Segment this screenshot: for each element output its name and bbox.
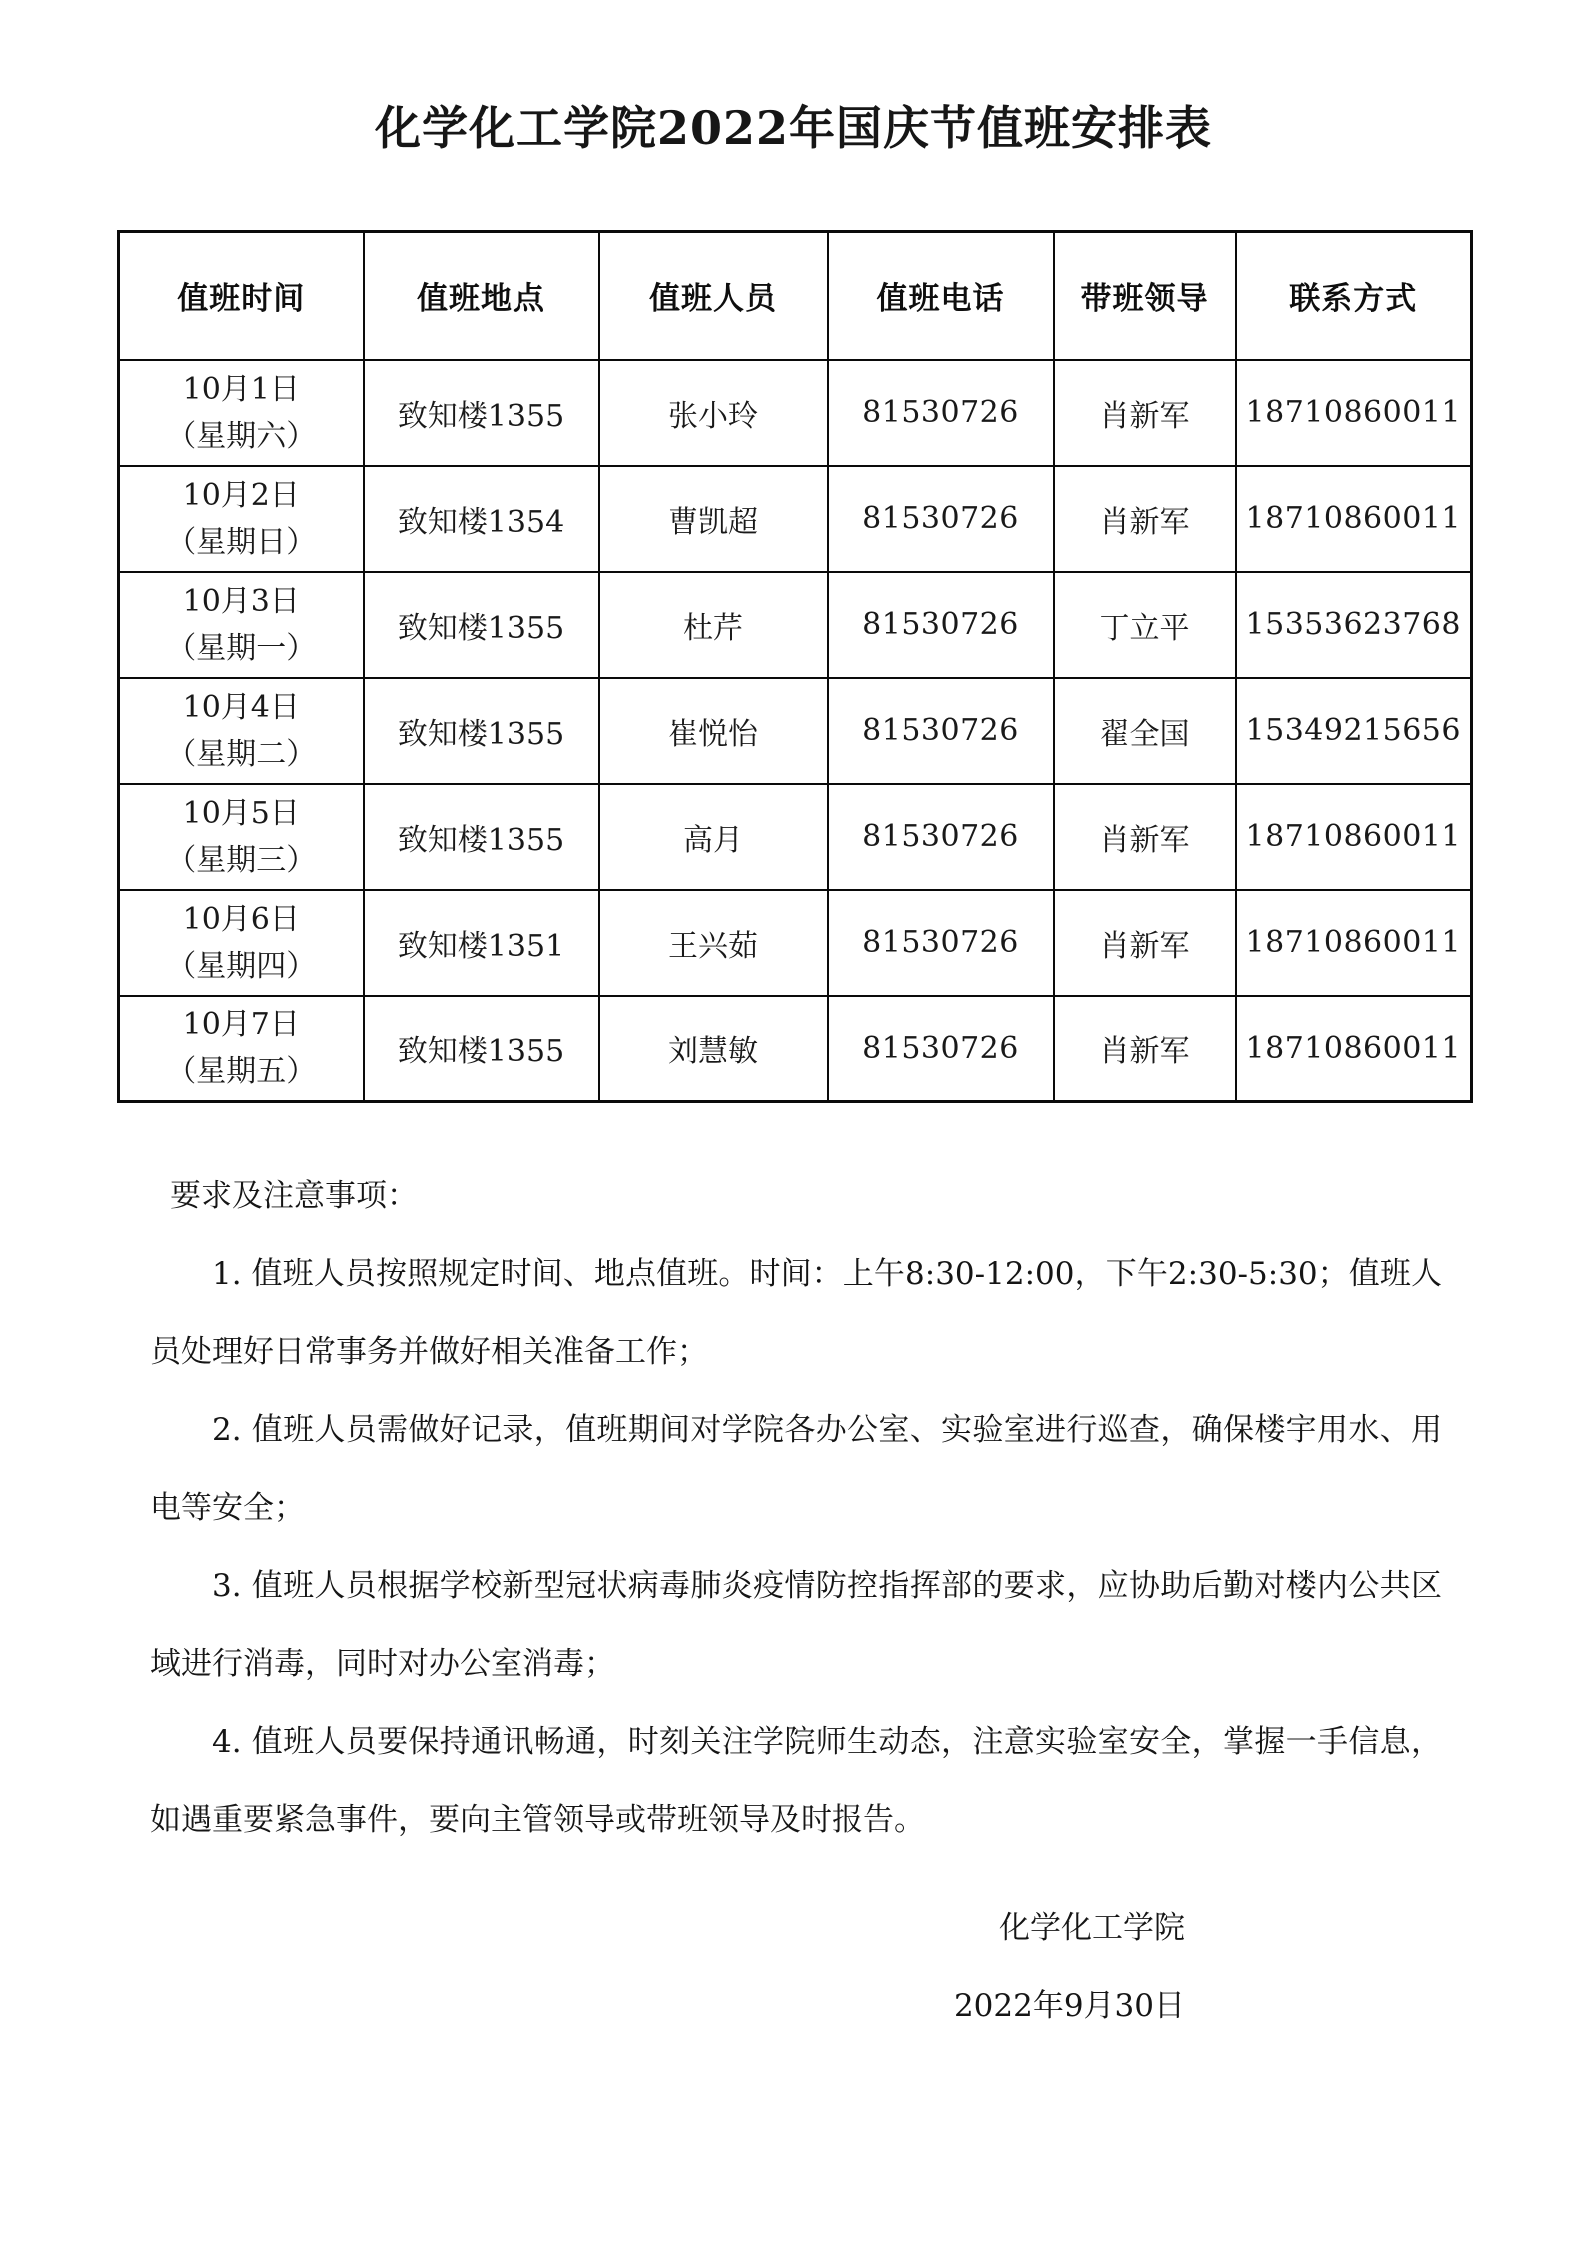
cell-duty-person: 杜芹 — [599, 572, 828, 678]
cell-duty-person: 张小玲 — [599, 360, 828, 466]
note-item-2: 2. 值班人员需做好记录，值班期间对学院各办公室、实验室进行巡查，确保楼宇用水、用电等安全； — [150, 1412, 1442, 1526]
cell-leader: 丁立平 — [1054, 572, 1236, 678]
cell-duty-phone: 81530726 — [828, 996, 1054, 1102]
col-header-duty-person: 值班人员 — [599, 232, 828, 360]
cell-duty-location: 致知楼1355 — [364, 572, 599, 678]
cell-duty-person: 曹凯超 — [599, 466, 828, 572]
cell-duty-person: 高月 — [599, 784, 828, 890]
cell-duty-location: 致知楼1355 — [364, 996, 599, 1102]
cell-duty-phone: 81530726 — [828, 360, 1054, 466]
cell-leader-contact: 18710860011 — [1236, 784, 1472, 890]
cell-leader-contact: 15349215656 — [1236, 678, 1472, 784]
cell-duty-time — [119, 466, 364, 572]
duty-weekday: （星期四） — [166, 948, 317, 984]
duty-weekday: （星期五） — [166, 1054, 317, 1090]
signature-block — [0, 1889, 1185, 2045]
cell-duty-phone: 81530726 — [828, 784, 1054, 890]
cell-duty-time — [119, 678, 364, 784]
cell-duty-location: 致知楼1354 — [364, 466, 599, 572]
cell-leader: 肖新军 — [1054, 784, 1236, 890]
cell-duty-phone: 81530726 — [828, 572, 1054, 678]
duty-date: 10月2日 — [182, 477, 300, 513]
cell-duty-time — [119, 360, 364, 466]
signature-date: 2022年9月30日 — [953, 1988, 1185, 2024]
cell-duty-time — [119, 784, 364, 890]
duty-date: 10月6日 — [182, 901, 300, 937]
col-header-leader: 带班领导 — [1054, 232, 1236, 360]
table-row — [119, 678, 1472, 784]
signature-department: 化学化工学院 — [999, 1910, 1185, 1946]
notes-heading: 要求及注意事项： — [170, 1178, 418, 1214]
cell-leader-contact: 18710860011 — [1236, 466, 1472, 572]
duty-date: 10月3日 — [182, 583, 300, 619]
table-row — [119, 996, 1472, 1102]
cell-duty-person: 崔悦怡 — [599, 678, 828, 784]
col-header-duty-phone: 值班电话 — [828, 232, 1054, 360]
cell-leader: 肖新军 — [1054, 360, 1236, 466]
cell-duty-location: 致知楼1355 — [364, 678, 599, 784]
duty-weekday: （星期六） — [166, 418, 317, 454]
note-item-1: 1. 值班人员按照规定时间、地点值班。时间：上午8:30-12:00，下午2:30-5:30；值班人员处理好日常事务并做好相关准备工作； — [150, 1256, 1442, 1370]
duty-date: 10月7日 — [182, 1007, 300, 1043]
cell-duty-location: 致知楼1355 — [364, 784, 599, 890]
table-row — [119, 784, 1472, 890]
cell-duty-phone: 81530726 — [828, 466, 1054, 572]
cell-leader: 翟全国 — [1054, 678, 1236, 784]
col-header-duty-location: 值班地点 — [364, 232, 599, 360]
table-row — [119, 360, 1472, 466]
duty-date: 10月1日 — [182, 371, 300, 407]
cell-duty-time — [119, 890, 364, 996]
cell-duty-location: 致知楼1351 — [364, 890, 599, 996]
page-title: 化学化工学院2022年国庆节值班安排表 — [374, 101, 1213, 155]
duty-weekday: （星期三） — [166, 842, 317, 878]
cell-duty-phone: 81530726 — [828, 678, 1054, 784]
cell-duty-phone: 81530726 — [828, 890, 1054, 996]
duty-weekday: （星期二） — [166, 736, 317, 772]
table-row — [119, 890, 1472, 996]
cell-leader: 肖新军 — [1054, 890, 1236, 996]
table-row — [119, 572, 1472, 678]
duty-schedule-table — [117, 230, 1473, 1103]
cell-duty-time — [119, 572, 364, 678]
notes-section — [150, 1157, 1442, 1859]
table-header-row — [119, 232, 1472, 360]
cell-duty-person: 王兴茹 — [599, 890, 828, 996]
cell-leader: 肖新军 — [1054, 466, 1236, 572]
cell-duty-person: 刘慧敏 — [599, 996, 828, 1102]
col-header-contact: 联系方式 — [1236, 232, 1472, 360]
duty-date: 10月5日 — [182, 795, 300, 831]
cell-leader: 肖新军 — [1054, 996, 1236, 1102]
cell-duty-time — [119, 996, 364, 1102]
note-item-4: 4. 值班人员要保持通讯畅通，时刻关注学院师生动态，注意实验室安全，掌握一手信息，如遇重要紧急事件，要向主管领导或带班领导及时报告。 — [150, 1724, 1442, 1838]
cell-leader-contact: 18710860011 — [1236, 360, 1472, 466]
duty-weekday: （星期日） — [166, 524, 317, 560]
note-item-3: 3. 值班人员根据学校新型冠状病毒肺炎疫情防控指挥部的要求，应协助后勤对楼内公共区域进行消毒，同时对办公室消毒； — [150, 1568, 1442, 1682]
cell-leader-contact: 18710860011 — [1236, 890, 1472, 996]
cell-leader-contact: 18710860011 — [1236, 996, 1472, 1102]
duty-date: 10月4日 — [182, 689, 300, 725]
table-row — [119, 466, 1472, 572]
cell-leader-contact: 15353623768 — [1236, 572, 1472, 678]
col-header-duty-time: 值班时间 — [119, 232, 364, 360]
duty-weekday: （星期一） — [166, 630, 317, 666]
cell-duty-location: 致知楼1355 — [364, 360, 599, 466]
